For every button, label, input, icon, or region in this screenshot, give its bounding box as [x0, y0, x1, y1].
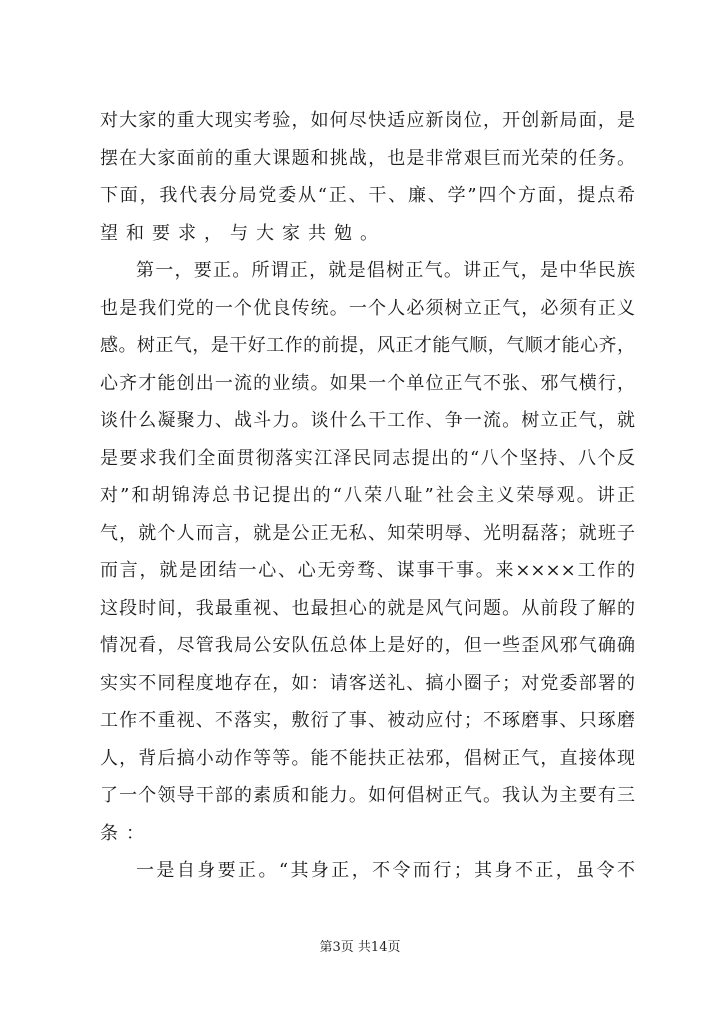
- text-line: 摆在大家面前的重大课题和挑战，也是非常艰巨而光荣的任务。: [100, 147, 635, 169]
- text-line: 感。树正气，是干好工作的前提，风正才能气顺，气顺才能心齐，: [100, 335, 635, 356]
- text-line: 对大家的重大现实考验，如何尽快适应新岗位，开创新局面，是: [100, 110, 635, 131]
- text-line: 这段时间，我最重视、也最担心的就是风气问题。从前段了解的: [100, 597, 635, 619]
- text-line: 望和要求，与大家共勉。: [100, 222, 386, 244]
- text-line: 谈什么凝聚力、战斗力。谈什么干工作、争一流。树立正气，就: [100, 410, 635, 431]
- text-line: 是要求我们全面贯彻落实江泽民同志提出的“八个坚持、八个反: [100, 447, 635, 469]
- text-line: 而言，就是团结一心、心无旁骛、谋事干事。来××××工作的: [100, 560, 635, 581]
- text-line: 条：: [100, 822, 152, 844]
- text-line: 下面，我代表分局党委从“正、干、廉、学”四个方面，提点希: [100, 185, 635, 206]
- text-line: 了一个领导干部的素质和能力。如何倡树正气。我认为主要有三: [100, 785, 635, 806]
- text-line: 对”和胡锦涛总书记提出的“八荣八耻”社会主义荣辱观。讲正: [100, 485, 635, 506]
- text-line: 心齐才能创出一流的业绩。如果一个单位正气不张、邪气横行，: [100, 372, 635, 394]
- text-line: 情况看，尽管我局公安队伍总体上是好的，但一些歪风邪气确确: [100, 635, 635, 656]
- text-line: 第一，要正。所谓正，就是倡树正气。讲正气，是中华民族: [136, 260, 635, 281]
- page-number-footer: 第3页 共14页: [319, 940, 401, 955]
- text-line: 工作不重视、不落实，敷衍了事、被动应付；不琢磨事、只琢磨: [100, 710, 635, 731]
- text-line: 人，背后搞小动作等等。能不能扶正祛邪，倡树正气，直接体现: [100, 747, 635, 769]
- text-line: 一是自身要正。“其身正，不令而行；其身不正，虽令不: [136, 860, 635, 881]
- text-line: 实实不同程度地存在，如：请客送礼、搞小圈子；对党委部署的: [100, 672, 635, 694]
- text-line: 也是我们党的一个优良传统。一个人必须树立正气，必须有正义: [100, 297, 635, 319]
- text-line: 气，就个人而言，就是公正无私、知荣明辱、光明磊落；就班子: [100, 522, 635, 544]
- body-text: [100, 102, 635, 890]
